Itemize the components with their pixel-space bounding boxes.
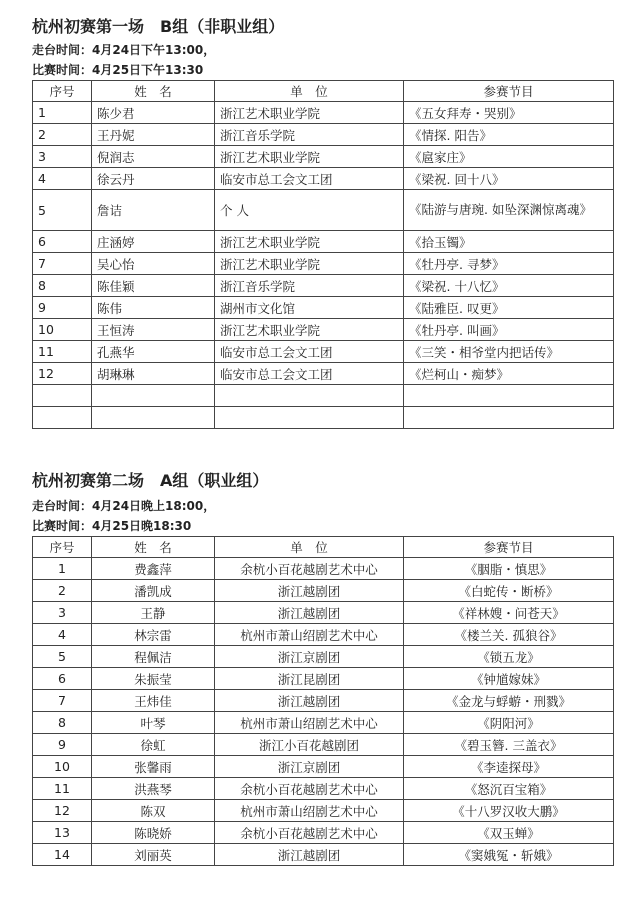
cell-unit: 浙江小百花越剧团 — [215, 734, 404, 756]
section-a-title: 杭州初赛第二场 A组（职业组） — [32, 471, 269, 490]
col-header-number: 序号 — [33, 81, 92, 102]
cell-unit: 杭州市萧山绍剧艺术中心 — [215, 712, 404, 734]
section-b-rehearsal-time: 走台时间：4月24日下午13:00， — [32, 43, 216, 57]
table-row — [33, 407, 614, 429]
cell-program: 《胭脂・慎思》 — [404, 558, 614, 580]
table-row — [33, 168, 614, 190]
cell-name: 费鑫萍 — [92, 558, 215, 580]
cell-name: 庄涵婷 — [92, 231, 215, 253]
cell-program: 《十八罗汉收大鹏》 — [404, 800, 614, 822]
section-a-table — [32, 536, 614, 866]
cell-program: 《楼兰关. 孤狼谷》 — [404, 624, 614, 646]
cell-number: 7 — [33, 690, 92, 712]
section-a — [32, 470, 613, 866]
col-header-name: 姓 名 — [92, 537, 215, 558]
cell-number: 3 — [33, 602, 92, 624]
table-row — [33, 690, 614, 712]
table-row — [33, 253, 614, 275]
cell-program: 《拾玉镯》 — [404, 231, 614, 253]
section-a-rehearsal-time: 走台时间：4月24日晚上18:00， — [32, 499, 216, 513]
cell-program — [404, 407, 614, 429]
table-row — [33, 102, 614, 124]
cell-number: 5 — [33, 190, 92, 231]
cell-name: 陈晓娇 — [92, 822, 215, 844]
cell-unit: 余杭小百花越剧艺术中心 — [215, 558, 404, 580]
cell-number: 2 — [33, 580, 92, 602]
cell-number: 10 — [33, 319, 92, 341]
cell-program: 《双玉蝉》 — [404, 822, 614, 844]
cell-program: 《窦娥冤・斩娥》 — [404, 844, 614, 866]
table-row — [33, 190, 614, 231]
cell-program — [404, 385, 614, 407]
cell-unit: 浙江音乐学院 — [215, 124, 404, 146]
cell-program: 《梁祝. 十八忆》 — [404, 275, 614, 297]
cell-number: 6 — [33, 231, 92, 253]
cell-number: 3 — [33, 146, 92, 168]
cell-number — [33, 407, 92, 429]
cell-name: 詹诘 — [92, 190, 215, 231]
cell-unit: 浙江越剧团 — [215, 580, 404, 602]
cell-program: 《陆游与唐琬. 如坠深渊惊离魂》 — [404, 190, 614, 231]
table-row — [33, 712, 614, 734]
cell-unit: 浙江艺术职业学院 — [215, 319, 404, 341]
cell-name: 王炜佳 — [92, 690, 215, 712]
table-header-row — [33, 537, 614, 558]
table-row — [33, 580, 614, 602]
cell-unit: 个 人 — [215, 190, 404, 231]
cell-program: 《牡丹亭. 寻梦》 — [404, 253, 614, 275]
cell-unit: 杭州市萧山绍剧艺术中心 — [215, 624, 404, 646]
cell-unit: 浙江昆剧团 — [215, 668, 404, 690]
cell-name: 陈佳颖 — [92, 275, 215, 297]
cell-unit: 余杭小百花越剧艺术中心 — [215, 778, 404, 800]
cell-name: 陈少君 — [92, 102, 215, 124]
cell-program: 《李逵探母》 — [404, 756, 614, 778]
cell-unit: 浙江艺术职业学院 — [215, 102, 404, 124]
cell-unit: 杭州市萧山绍剧艺术中心 — [215, 800, 404, 822]
cell-number: 14 — [33, 844, 92, 866]
cell-name: 陈双 — [92, 800, 215, 822]
cell-number: 11 — [33, 778, 92, 800]
cell-number: 12 — [33, 800, 92, 822]
cell-program: 《陆雅臣. 叹更》 — [404, 297, 614, 319]
cell-number: 11 — [33, 341, 92, 363]
cell-number — [33, 385, 92, 407]
section-a-match-time: 比赛时间：4月25日晚18:30 — [32, 519, 192, 533]
table-header-row — [33, 81, 614, 102]
cell-program: 《牡丹亭. 叫画》 — [404, 319, 614, 341]
table-row — [33, 385, 614, 407]
table-row — [33, 800, 614, 822]
cell-program: 《梁祝. 回十八》 — [404, 168, 614, 190]
table-row — [33, 124, 614, 146]
cell-unit: 湖州市文化馆 — [215, 297, 404, 319]
table-row — [33, 756, 614, 778]
cell-number: 8 — [33, 712, 92, 734]
col-header-number: 序号 — [33, 537, 92, 558]
section-b-match-time: 比赛时间：4月25日下午13:30 — [32, 63, 204, 77]
cell-name: 孔燕华 — [92, 341, 215, 363]
cell-name: 张馨雨 — [92, 756, 215, 778]
cell-number: 7 — [33, 253, 92, 275]
cell-program: 《三笑・相爷堂内把话传》 — [404, 341, 614, 363]
cell-unit: 浙江音乐学院 — [215, 275, 404, 297]
cell-unit: 临安市总工会文工团 — [215, 341, 404, 363]
cell-program: 《情探. 阳告》 — [404, 124, 614, 146]
table-row — [33, 297, 614, 319]
cell-program: 《祥林嫂・问苍天》 — [404, 602, 614, 624]
cell-name: 王丹妮 — [92, 124, 215, 146]
cell-unit: 浙江越剧团 — [215, 690, 404, 712]
table-row — [33, 558, 614, 580]
cell-unit — [215, 407, 404, 429]
cell-unit: 浙江艺术职业学院 — [215, 253, 404, 275]
cell-name: 叶琴 — [92, 712, 215, 734]
cell-name: 王静 — [92, 602, 215, 624]
cell-name: 潘凯成 — [92, 580, 215, 602]
col-header-unit: 单 位 — [215, 81, 404, 102]
table-row — [33, 275, 614, 297]
cell-unit: 临安市总工会文工团 — [215, 363, 404, 385]
cell-name: 吴心怡 — [92, 253, 215, 275]
cell-name: 林宗雷 — [92, 624, 215, 646]
cell-program: 《白蛇传・断桥》 — [404, 580, 614, 602]
cell-program: 《怒沉百宝箱》 — [404, 778, 614, 800]
table-row — [33, 734, 614, 756]
cell-unit: 浙江京剧团 — [215, 646, 404, 668]
table-row — [33, 624, 614, 646]
table-row — [33, 146, 614, 168]
table-row — [33, 341, 614, 363]
cell-name: 胡琳琳 — [92, 363, 215, 385]
cell-program: 《钟馗嫁妹》 — [404, 668, 614, 690]
cell-number: 4 — [33, 624, 92, 646]
cell-name: 朱振莹 — [92, 668, 215, 690]
col-header-unit: 单 位 — [215, 537, 404, 558]
cell-program: 《五女拜寿・哭别》 — [404, 102, 614, 124]
cell-program: 《碧玉簪. 三盖衣》 — [404, 734, 614, 756]
cell-unit: 浙江京剧团 — [215, 756, 404, 778]
cell-name — [92, 385, 215, 407]
col-header-program: 参赛节目 — [404, 537, 614, 558]
cell-unit: 浙江越剧团 — [215, 602, 404, 624]
cell-program: 《阴阳河》 — [404, 712, 614, 734]
cell-number: 10 — [33, 756, 92, 778]
cell-number: 5 — [33, 646, 92, 668]
cell-program: 《金龙与蜉蝣・刑戮》 — [404, 690, 614, 712]
table-row — [33, 319, 614, 341]
cell-name: 王恒涛 — [92, 319, 215, 341]
cell-unit: 浙江艺术职业学院 — [215, 146, 404, 168]
cell-number: 9 — [33, 297, 92, 319]
cell-number: 1 — [33, 102, 92, 124]
cell-unit — [215, 385, 404, 407]
cell-unit: 余杭小百花越剧艺术中心 — [215, 822, 404, 844]
cell-name: 徐虹 — [92, 734, 215, 756]
cell-number: 2 — [33, 124, 92, 146]
cell-name: 刘丽英 — [92, 844, 215, 866]
section-b-table — [32, 80, 614, 429]
cell-unit: 浙江越剧团 — [215, 844, 404, 866]
cell-name: 洪燕琴 — [92, 778, 215, 800]
cell-program: 《锁五龙》 — [404, 646, 614, 668]
cell-program: 《烂柯山・痴梦》 — [404, 363, 614, 385]
cell-name: 徐云丹 — [92, 168, 215, 190]
table-row — [33, 602, 614, 624]
table-row — [33, 646, 614, 668]
table-row — [33, 844, 614, 866]
cell-program: 《扈家庄》 — [404, 146, 614, 168]
col-header-program: 参赛节目 — [404, 81, 614, 102]
cell-number: 13 — [33, 822, 92, 844]
cell-number: 12 — [33, 363, 92, 385]
cell-name: 倪润志 — [92, 146, 215, 168]
cell-unit: 浙江艺术职业学院 — [215, 231, 404, 253]
cell-number: 8 — [33, 275, 92, 297]
table-row — [33, 778, 614, 800]
table-row — [33, 363, 614, 385]
section-b — [32, 16, 613, 429]
cell-number: 4 — [33, 168, 92, 190]
table-row — [33, 822, 614, 844]
table-row — [33, 668, 614, 690]
cell-number: 6 — [33, 668, 92, 690]
cell-name: 程佩洁 — [92, 646, 215, 668]
section-b-title: 杭州初赛第一场 B组（非职业组） — [32, 17, 285, 36]
cell-unit: 临安市总工会文工团 — [215, 168, 404, 190]
table-row — [33, 231, 614, 253]
col-header-name: 姓 名 — [92, 81, 215, 102]
cell-name — [92, 407, 215, 429]
cell-number: 9 — [33, 734, 92, 756]
cell-number: 1 — [33, 558, 92, 580]
cell-name: 陈伟 — [92, 297, 215, 319]
